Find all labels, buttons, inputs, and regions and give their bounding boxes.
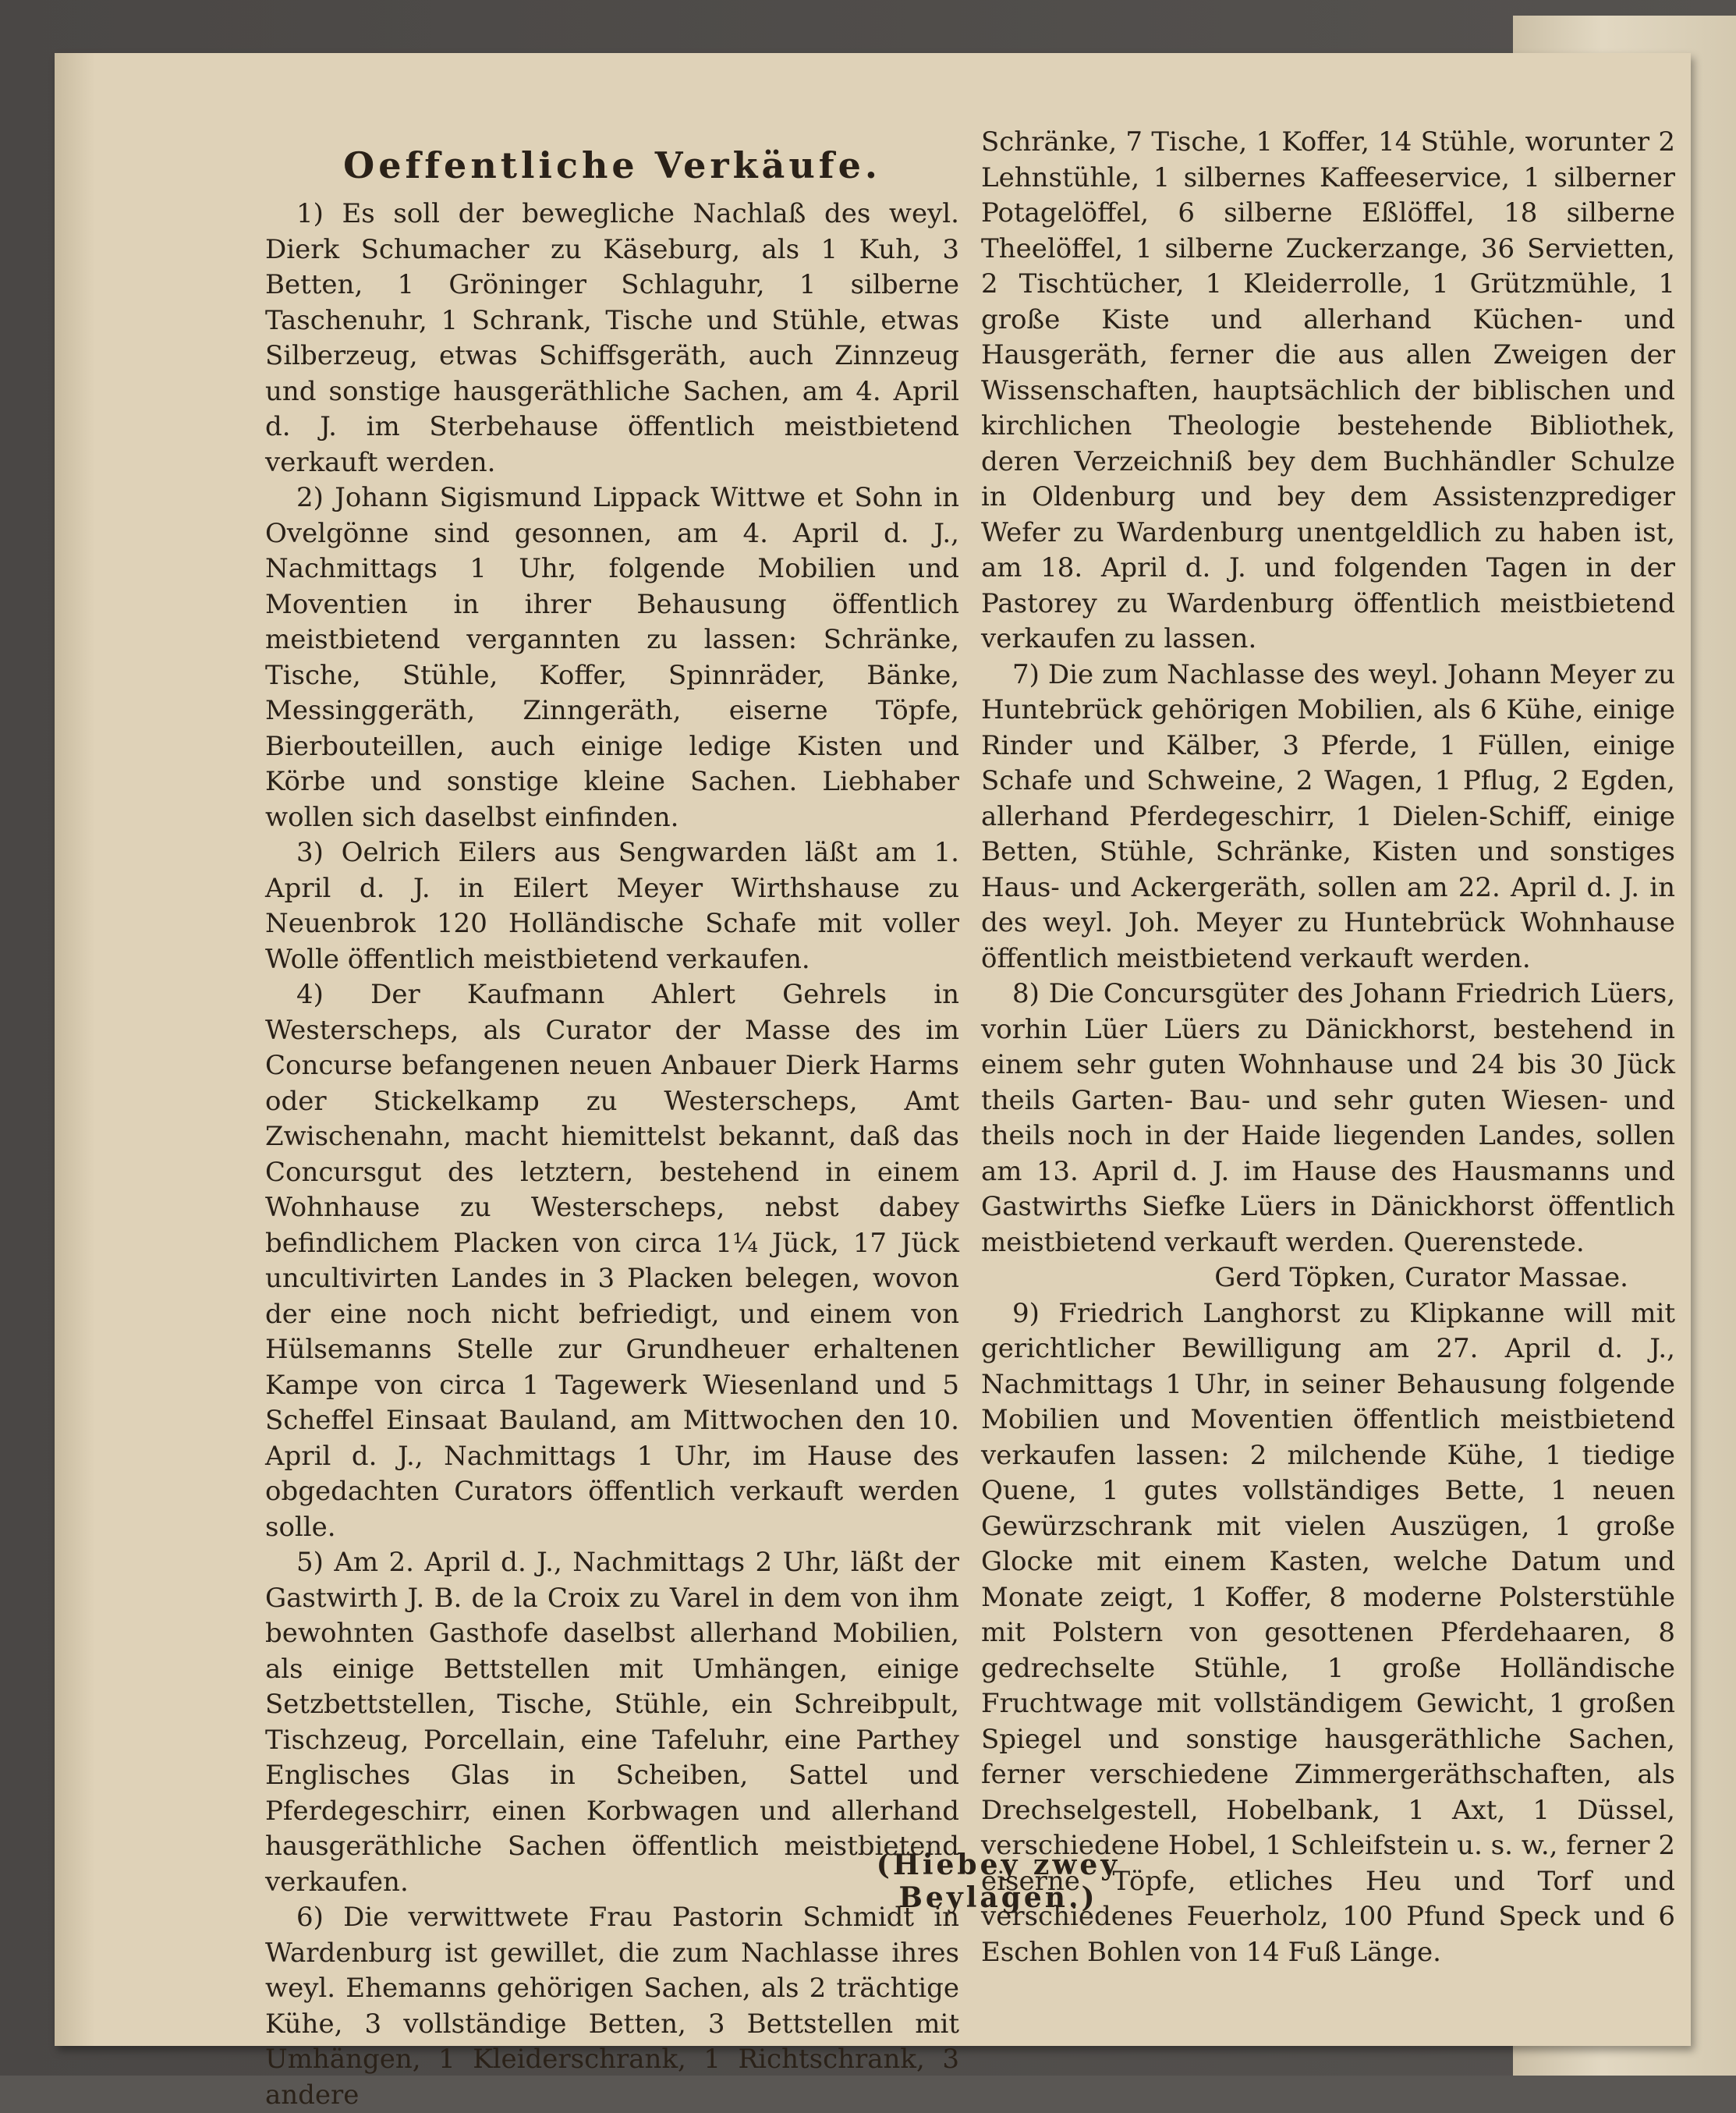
notice-6-continued: Schränke, 7 Tische, 1 Koffer, 14 Stühle, worunter 2 Lehnstühle, 1 silbernes Kaffeeservice, 1 silberner Potagelöffel, 6 silberne Eßlöffel, 18 silberne Theelöffel, 1 silberne Zuckerzange, 36 Servietten, 2 Tischtücher, 1 Kleiderrolle, 1 Grützmühle, 1 große Kiste und allerhand Küchen- und Hausgeräth, ferner die aus allen Zweigen der Wissenschaften, hauptsächlich der biblischen und kirchlichen Theologie bestehende Bibliothek, deren Verzeichniß bey dem Buchhändler Schulze in Oldenburg und bey dem Assistenzprediger Wefer zu Wardenburg unentgeldlich zu haben ist, am 18. April d. J. und folgenden Tagen in der Pastorey zu Wardenburg öffentlich meistbietend verkaufen zu lassen. [981, 126, 1675, 654]
page-heading: Oeffentliche Verkäufe. [343, 144, 881, 186]
right-column [981, 125, 1675, 1970]
notice-5: 5) Am 2. April d. J., Nachmittags 2 Uhr, läßt der Gastwirth J. B. de la Croix zu Varel in dem von ihm bewohnten Gasthofe daselbst allerhand Mobilien, als einige Bettstellen mit Umhängen, einige Setzbettstellen, Tische, Stühle, ein Schreibpult, Tischzeug, Porcellain, eine Tafeluhr, eine Parthey Englisches Glas in Scheiben, Sattel und Pferdegeschirr, einen Korbwagen und allerhand hausgeräthliche Sachen öffentlich meistbietend verkaufen. [265, 1547, 959, 1898]
notice-7: 7) Die zum Nachlasse des weyl. Johann Meyer zu Huntebrück gehörigen Mobilien, als 6 Kühe, einige Rinder und Kälber, 3 Pferde, 1 Füllen, einige Schafe und Schweine, 2 Wagen, 1 Pflug, 2 Egden, allerhand Pferdegeschirr, 1 Dielen-Schiff, einige Betten, Stühle, Schränke, Kisten und sonstiges Haus- und Ackergeräth, sollen am 22. April d. J. in des weyl. Joh. Meyer zu Huntebrück Wohnhause öffentlich meistbietend verkauft werden. [981, 658, 1675, 974]
supplements-note: (Hiebey zwey Beylagen.) [876, 1849, 1121, 1914]
notice-3: 3) Oelrich Eilers aus Sengwarden läßt am 1. April d. J. in Eilert Meyer Wirthshause zu Neuenbrok 120 Holländische Schafe mit voller Wolle öffentlich meistbietend verkaufen. [265, 837, 959, 975]
left-column [265, 140, 959, 2113]
notice-8: 8) Die Concursgüter des Johann Friedrich Lüers, vorhin Lüer Lüers zu Dänickhorst, bestehend in einem sehr guten Wohnhause und 24 bis 30 Jück theils Garten- Bau- und sehr guten Wiesen- und theils noch in der Haide liegenden Landes, sollen am 13. April d. J. im Hause des Hausmanns und Gastwirths Siefke Lüers in Dänickhorst öffentlich meistbietend verkauft werden. Querenstede. [981, 978, 1675, 1258]
notice-4: 4) Der Kaufmann Ahlert Gehrels in Westerscheps, als Curator der Masse des im Concurse befangenen neuen Anbauer Dierk Harms oder Stickelkamp zu Westerscheps, Amt Zwischenahn, macht hiemittelst bekannt, daß das Concursgut des letztern, bestehend in einem Wohnhause zu Westerscheps, nebst dabey befindlichem Placken von circa 1¼ Jück, 17 Jück uncultivirten Landes in 3 Placken belegen, wovon der eine noch nicht befriedigt, und einem von Hülsemanns Stelle zur Grundheuer erhaltenen Kampe von circa 1 Tagewerk Wiesenland und 5 Scheffel Einsaat Bauland, am Mittwochen den 10. April d. J., Nachmittags 1 Uhr, im Hause des obgedachten Curators öffentlich verkauft werden solle. [265, 979, 959, 1543]
notice-9: 9) Friedrich Langhorst zu Klipkanne will mit gerichtlicher Bewilligung am 27. April d. J., Nachmittags 1 Uhr, in seiner Behausung folgende Mobilien und Moventien öffentlich meistbietend verkaufen lassen: 2 milchende Kühe, 1 tiedige Quene, 1 gutes vollständiges Bette, 1 neuen Gewürzschrank mit vielen Auszügen, 1 große Glocke mit einem Kasten, welche Datum und Monate zeigt, 1 Koffer, 8 moderne Polsterstühle mit Polstern von gesottenen Pferdehaaren, 8 gedrechselte Stühle, 1 große Holländische Fruchtwage mit vollständigem Gewicht, 1 großen Spiegel und sonstige hausgeräthliche Sachen, ferner verschiedene Zimmergeräthschaften, als Drechselgestell, Hobelbank, 1 Axt, 1 Düssel, verschiedene Hobel, 1 Schleifstein u. s. w., ferner 2 eiserne Töpfe, etliches Heu und Torf und verschiedenes Feuerholz, 100 Pfund Speck und 6 Eschen Bohlen von 14 Fuß Länge. [981, 1297, 1675, 1968]
curator-signature: Gerd Töpken, Curator Massae. [1214, 1262, 1628, 1293]
notice-6: 6) Die verwittwete Frau Pastorin Schmidt in Wardenburg ist gewillet, die zum Nachlasse ihres weyl. Ehemanns gehörigen Sachen, als 2 trächtige Kühe, 3 vollständige Betten, 3 Bettstellen mit Umhängen, 1 Kleiderschrank, 1 Richtschrank, 3 andere [265, 1902, 959, 2111]
notice-2: 2) Johann Sigismund Lippack Wittwe et Sohn in Ovelgönne sind gesonnen, am 4. April d. J., Nachmittags 1 Uhr, folgende Mobilien und Moventien in ihrer Behausung öffentlich meistbietend vergannten zu lassen: Schränke, Tische, Stühle, Koffer, Spinnräder, Bänke, Messinggeräth, Zinngeräth, eiserne Töpfe, Bierbouteillen, auch einige ledige Kisten und Körbe und sonstige kleine Sachen. Liebhaber wollen sich daselbst einfinden. [265, 482, 959, 833]
notice-1: 1) Es soll der bewegliche Nachlaß des weyl. Dierk Schumacher zu Käseburg, als 1 Kuh, 3 Betten, 1 Gröninger Schlaguhr, 1 silberne Taschenuhr, 1 Schrank, Tische und Stühle, etwas Silberzeug, etwas Schiffsgeräth, auch Zinnzeug und sonstige hausgeräthliche Sachen, am 4. April d. J. im Sterbehause öffentlich meistbietend verkauft werden. [265, 198, 959, 478]
page-gutter [55, 53, 95, 2046]
